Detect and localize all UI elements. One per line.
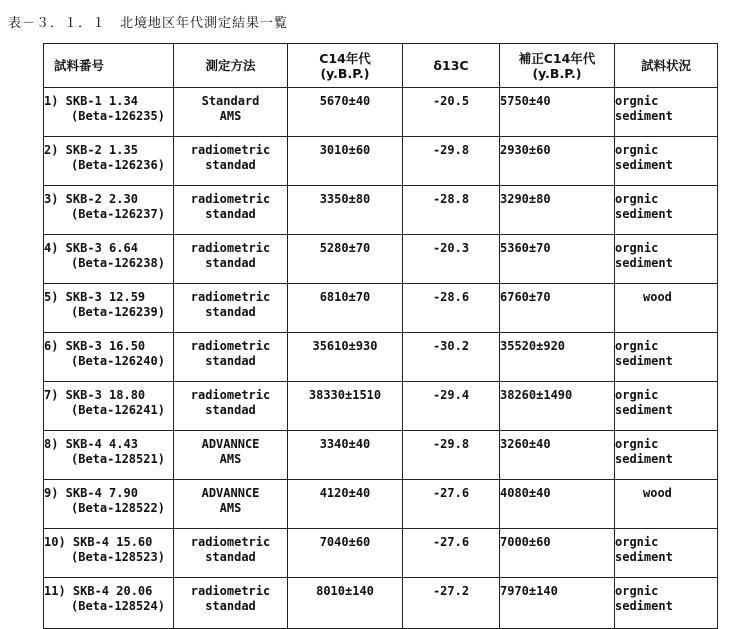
method-line: standad — [205, 403, 256, 417]
sample-status-cell — [615, 382, 718, 431]
c14-age-cell — [288, 578, 403, 629]
header-method — [174, 44, 288, 88]
method-line: radiometric — [190, 535, 271, 549]
sample-status-line: sediment — [615, 256, 673, 270]
method-cell — [174, 137, 288, 186]
table-row — [44, 480, 718, 529]
sample-id: 2) SKB-2 1.35 — [44, 143, 138, 157]
table-row — [44, 382, 718, 431]
sample-status-cell — [615, 284, 718, 333]
c14-age-cell — [288, 235, 403, 284]
corrected-age-cell — [500, 529, 615, 578]
dating-results-table — [43, 43, 718, 629]
table-caption: 表－３．１．１ 北境地区年代測定結果一覧 — [8, 16, 289, 31]
header-corrected-age-label: 補正C14年代 — [518, 50, 596, 66]
method-line: standad — [205, 256, 256, 270]
sample-status-line: sediment — [615, 354, 673, 368]
d13c-cell — [403, 480, 500, 529]
method-cell — [174, 235, 288, 284]
method-line: radiometric — [190, 143, 271, 157]
sample-id-cell — [44, 333, 174, 382]
sample-status-cell — [615, 333, 718, 382]
method-line: ADVANNCE — [201, 437, 260, 451]
header-row — [44, 44, 718, 88]
sample-id: 10) SKB-4 15.60 — [44, 535, 153, 549]
sample-status-line: sediment — [615, 158, 673, 172]
c14-age-cell — [288, 88, 403, 137]
sample-id-cell — [44, 284, 174, 333]
sample-status-cell — [615, 431, 718, 480]
lab-code: (Beta-126235) — [71, 109, 165, 123]
corrected-age-cell — [500, 333, 615, 382]
lab-code: (Beta-126238) — [71, 256, 165, 270]
d13c-cell — [403, 529, 500, 578]
header-c14-age — [288, 44, 403, 88]
method-cell — [174, 578, 288, 629]
lab-code: (Beta-128522) — [71, 501, 165, 515]
sample-status-line: orgnic — [615, 192, 659, 206]
corrected-age-cell — [500, 578, 615, 629]
c14-age-cell — [288, 529, 403, 578]
sample-id: 11) SKB-4 20.06 — [44, 584, 153, 598]
table-row — [44, 431, 718, 480]
method-line: radiometric — [190, 241, 271, 255]
sample-status-line: orgnic — [615, 94, 659, 108]
d13c-value: -29.8 — [432, 143, 470, 157]
c14-age: 35610±930 — [312, 339, 378, 353]
header-c14-age-unit: (y.B.P.) — [320, 65, 370, 81]
c14-age: 3340±40 — [319, 437, 371, 451]
sample-id-cell — [44, 88, 174, 137]
d13c-cell — [403, 578, 500, 629]
corrected-age-cell — [500, 480, 615, 529]
d13c-cell — [403, 431, 500, 480]
d13c-cell — [403, 137, 500, 186]
sample-status-cell — [615, 88, 718, 137]
sample-status-cell — [615, 186, 718, 235]
corrected-age: 5360±70 — [500, 241, 551, 255]
d13c-value: -28.8 — [432, 192, 470, 206]
sample-id: 4) SKB-3 6.64 — [44, 241, 138, 255]
c14-age: 7040±60 — [319, 535, 371, 549]
sample-id: 8) SKB-4 4.43 — [44, 437, 138, 451]
method-cell — [174, 186, 288, 235]
method-line: standad — [205, 305, 256, 319]
sample-status-cell — [615, 578, 718, 629]
lab-code: (Beta-126239) — [71, 305, 165, 319]
corrected-age-cell — [500, 235, 615, 284]
table-row — [44, 333, 718, 382]
d13c-value: -20.5 — [432, 94, 470, 108]
corrected-age: 3290±80 — [500, 192, 551, 206]
table-row — [44, 88, 718, 137]
sample-status-line: orgnic — [615, 143, 659, 157]
corrected-age: 38260±1490 — [500, 388, 573, 402]
corrected-age: 4080±40 — [500, 486, 551, 500]
c14-age: 4120±40 — [319, 486, 371, 500]
sample-id: 1) SKB-1 1.34 — [44, 94, 138, 108]
sample-status-line: orgnic — [615, 437, 659, 451]
method-line: ADVANNCE — [201, 486, 260, 500]
sample-status-line: sediment — [615, 403, 673, 417]
c14-age: 5670±40 — [319, 94, 371, 108]
d13c-value: -27.6 — [432, 486, 470, 500]
d13c-value: -28.6 — [432, 290, 470, 304]
method-line: radiometric — [190, 339, 271, 353]
method-cell — [174, 333, 288, 382]
sample-id: 7) SKB-3 18.80 — [44, 388, 146, 402]
header-sample-id — [44, 44, 174, 88]
method-cell — [174, 382, 288, 431]
sample-id-cell — [44, 186, 174, 235]
corrected-age-cell — [500, 186, 615, 235]
method-cell — [174, 431, 288, 480]
method-line: radiometric — [190, 192, 271, 206]
corrected-age-cell — [500, 382, 615, 431]
method-line: standad — [205, 599, 256, 613]
d13c-cell — [403, 235, 500, 284]
sample-status-line: sediment — [615, 599, 673, 613]
d13c-value: -27.6 — [432, 535, 470, 549]
header-d13c — [403, 44, 500, 88]
header-sample-status — [615, 44, 718, 88]
lab-code: (Beta-128523) — [71, 550, 165, 564]
d13c-cell — [403, 284, 500, 333]
sample-status-line: sediment — [615, 452, 673, 466]
header-corrected-age — [500, 44, 615, 88]
corrected-age: 2930±60 — [500, 143, 551, 157]
lab-code: (Beta-126236) — [71, 158, 165, 172]
method-line: standad — [205, 207, 256, 221]
sample-status-cell — [615, 529, 718, 578]
header-corrected-age-unit: (y.B.P.) — [532, 65, 582, 81]
sample-status-line: wood — [643, 290, 672, 304]
d13c-cell — [403, 333, 500, 382]
d13c-value: -20.3 — [432, 241, 470, 255]
lab-code: (Beta-126240) — [71, 354, 165, 368]
sample-id-cell — [44, 578, 174, 629]
c14-age: 8010±140 — [316, 584, 374, 598]
corrected-age-cell — [500, 137, 615, 186]
sample-id-cell — [44, 235, 174, 284]
method-line: AMS — [219, 501, 242, 515]
corrected-age: 5750±40 — [500, 94, 551, 108]
d13c-cell — [403, 186, 500, 235]
d13c-value: -29.4 — [432, 388, 470, 402]
table-row — [44, 529, 718, 578]
corrected-age-cell — [500, 431, 615, 480]
sample-id: 9) SKB-4 7.90 — [44, 486, 138, 500]
corrected-age: 35520±920 — [500, 339, 566, 353]
sample-id-cell — [44, 431, 174, 480]
corrected-age-cell — [500, 88, 615, 137]
table-row — [44, 186, 718, 235]
d13c-cell — [403, 382, 500, 431]
sample-id: 6) SKB-3 16.50 — [44, 339, 146, 353]
header-sample-status-label: 試料状況 — [640, 58, 691, 73]
method-cell — [174, 284, 288, 333]
c14-age-cell — [288, 480, 403, 529]
header-method-label: 測定方法 — [205, 58, 256, 73]
d13c-value: -30.2 — [432, 339, 470, 353]
table-row — [44, 284, 718, 333]
c14-age-cell — [288, 137, 403, 186]
sample-status-line: sediment — [615, 109, 673, 123]
sample-id-cell — [44, 382, 174, 431]
c14-age-cell — [288, 333, 403, 382]
sample-status-cell — [615, 137, 718, 186]
sample-status-line: orgnic — [615, 388, 659, 402]
sample-status-cell — [615, 480, 718, 529]
method-line: standad — [205, 354, 256, 368]
header-d13c-label: δ13C — [433, 58, 469, 73]
sample-status-line: orgnic — [615, 339, 659, 353]
c14-age-cell — [288, 284, 403, 333]
d13c-value: -27.2 — [432, 584, 470, 598]
method-line: AMS — [219, 452, 242, 466]
lab-code: (Beta-128524) — [71, 599, 165, 613]
method-cell — [174, 480, 288, 529]
c14-age: 6810±70 — [319, 290, 371, 304]
table-row — [44, 137, 718, 186]
header-c14-age-label: C14年代 — [319, 50, 371, 66]
method-cell — [174, 529, 288, 578]
d13c-cell — [403, 88, 500, 137]
sample-status-line: orgnic — [615, 535, 659, 549]
lab-code: (Beta-128521) — [71, 452, 165, 466]
c14-age: 5280±70 — [319, 241, 371, 255]
sample-status-cell — [615, 235, 718, 284]
sample-id-cell — [44, 137, 174, 186]
c14-age-cell — [288, 186, 403, 235]
sample-status-line: orgnic — [615, 584, 659, 598]
method-line: standad — [205, 550, 256, 564]
sample-status-line: sediment — [615, 550, 673, 564]
method-line: radiometric — [190, 584, 271, 598]
sample-id-cell — [44, 529, 174, 578]
lab-code: (Beta-126237) — [71, 207, 165, 221]
c14-age-cell — [288, 431, 403, 480]
method-cell — [174, 88, 288, 137]
corrected-age: 7000±60 — [500, 535, 551, 549]
lab-code: (Beta-126241) — [71, 403, 165, 417]
sample-id: 5) SKB-3 12.59 — [44, 290, 146, 304]
table-row — [44, 235, 718, 284]
c14-age: 3350±80 — [319, 192, 371, 206]
sample-status-line: sediment — [615, 207, 673, 221]
sample-id: 3) SKB-2 2.30 — [44, 192, 138, 206]
sample-id-cell — [44, 480, 174, 529]
corrected-age: 6760±70 — [500, 290, 551, 304]
corrected-age-cell — [500, 284, 615, 333]
c14-age: 3010±60 — [319, 143, 371, 157]
sample-status-line: orgnic — [615, 241, 659, 255]
sample-status-line: wood — [643, 486, 672, 500]
table-row — [44, 578, 718, 629]
method-line: Standard — [201, 94, 260, 108]
c14-age-cell — [288, 382, 403, 431]
header-sample-id-label: 試料番号 — [54, 58, 105, 73]
method-line: standad — [205, 158, 256, 172]
c14-age: 38330±1510 — [308, 388, 382, 402]
method-line: radiometric — [190, 388, 271, 402]
method-line: radiometric — [190, 290, 271, 304]
corrected-age: 3260±40 — [500, 437, 551, 451]
method-line: AMS — [219, 109, 242, 123]
corrected-age: 7970±140 — [500, 584, 558, 598]
d13c-value: -29.8 — [432, 437, 470, 451]
